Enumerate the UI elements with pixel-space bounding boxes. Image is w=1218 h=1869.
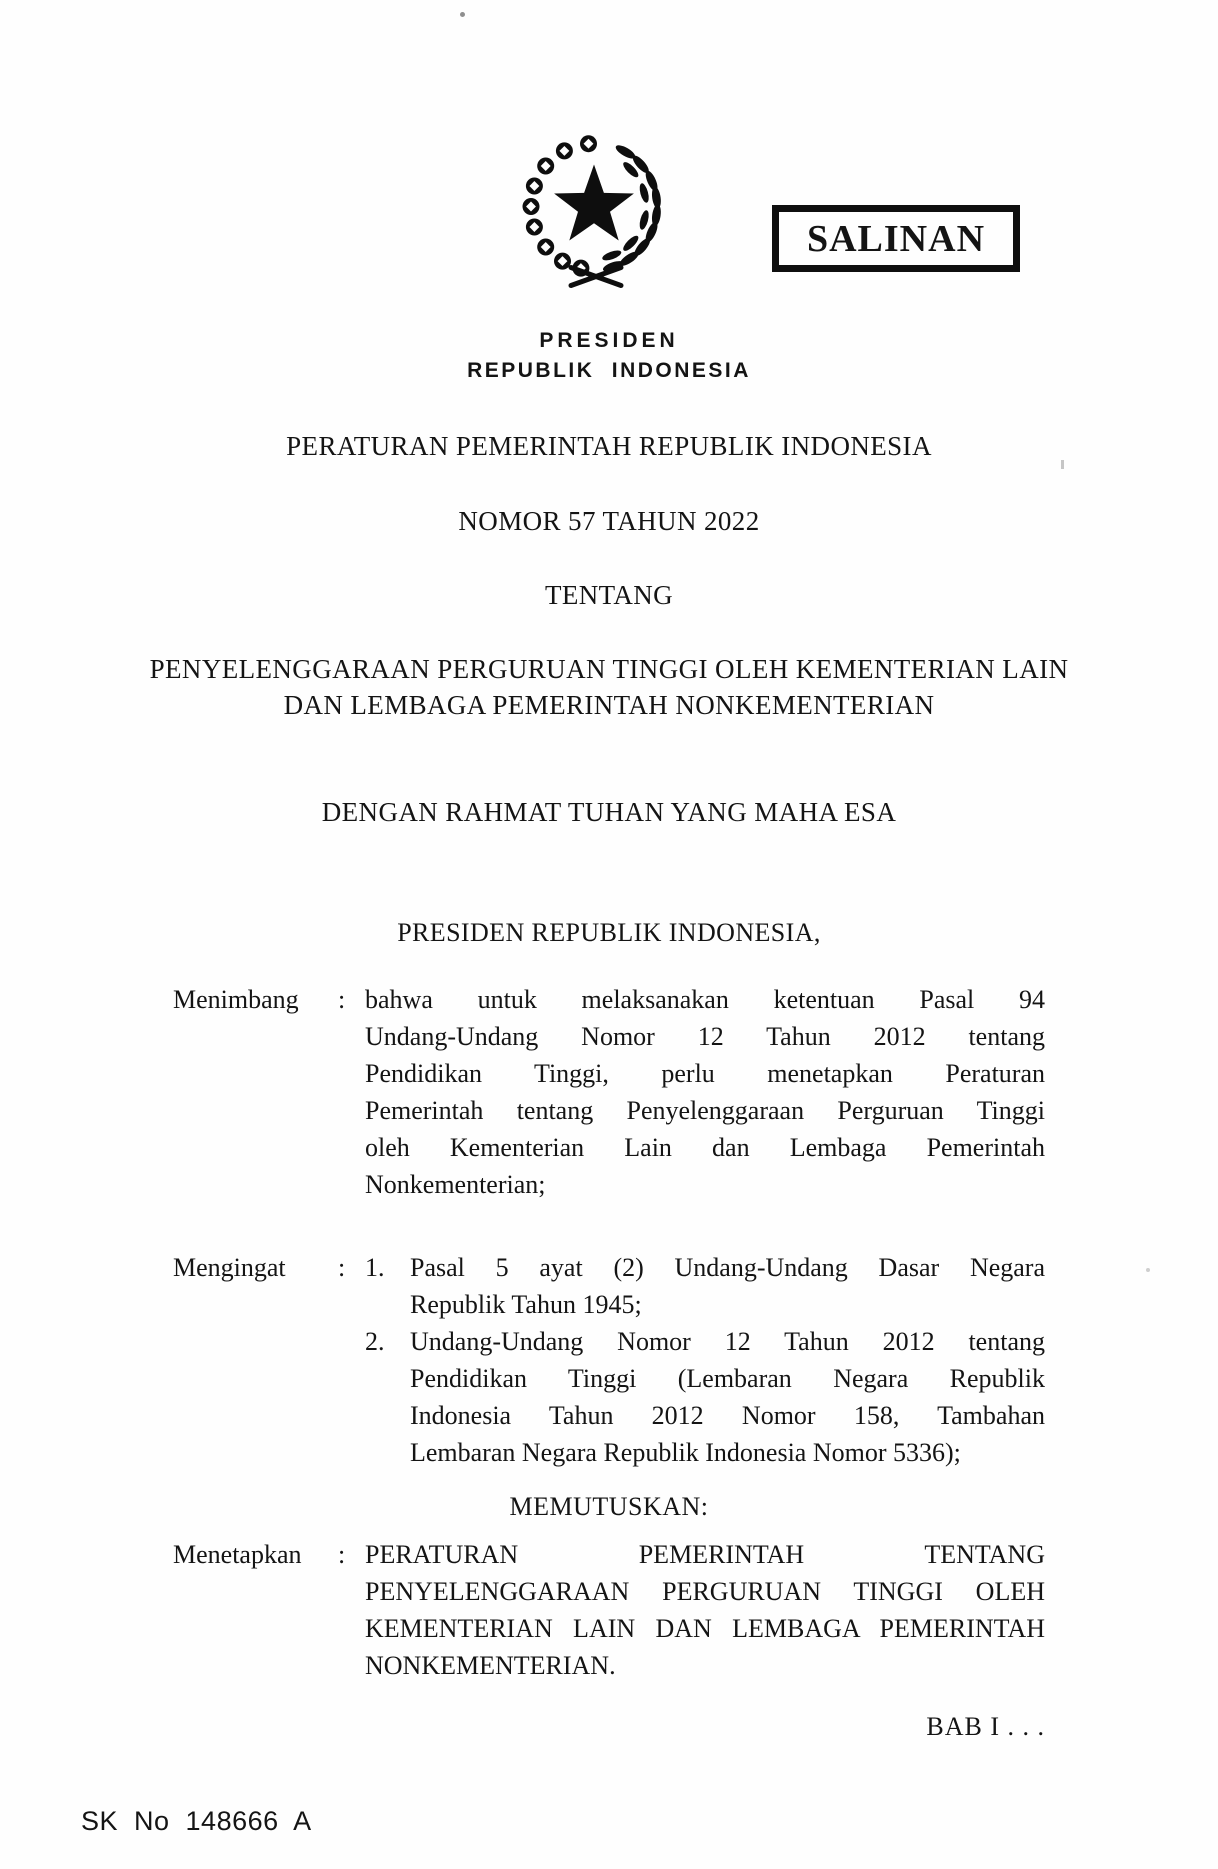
letterhead-republik-indonesia: REPUBLIK INDONESIA xyxy=(467,359,751,382)
menetapkan-line: PENYELENGGARAAN PERGURUAN TINGGI OLEH xyxy=(365,1577,1045,1606)
salinan-stamp xyxy=(772,205,1020,272)
subject-line-2: DAN LEMBAGA PEMERINTAH NONKEMENTERIAN xyxy=(283,690,935,720)
menimbang-line: Pendidikan Tinggi, perlu menetapkan Peraturan xyxy=(365,1059,1045,1088)
menetapkan-label: Menetapkan xyxy=(173,1540,302,1569)
invocation-line: DENGAN RAHMAT TUHAN YANG MAHA ESA xyxy=(321,797,897,827)
scan-artifact-speck xyxy=(1146,1268,1150,1272)
presidential-emblem xyxy=(509,126,679,296)
mengingat-line: Undang-Undang Nomor 12 Tahun 2012 tentang xyxy=(410,1327,1045,1356)
mengingat-clause xyxy=(173,1249,1045,1471)
menetapkan-clause xyxy=(173,1536,1045,1684)
menimbang-line: Undang-Undang Nomor 12 Tahun 2012 tentang xyxy=(365,1022,1045,1051)
continuation-marker: BAB I . . . xyxy=(926,1712,1045,1741)
menimbang-clause xyxy=(173,981,1045,1203)
menimbang-line: bahwa untuk melaksanakan ketentuan Pasal 94 xyxy=(365,985,1045,1014)
menimbang-body xyxy=(365,981,1045,1203)
crossed-stems xyxy=(571,268,621,286)
mengingat-body xyxy=(365,1249,1045,1471)
menetapkan-body xyxy=(365,1536,1045,1684)
mengingat-item-1-number: 1. xyxy=(365,1253,385,1282)
menetapkan-line: NONKEMENTERIAN. xyxy=(365,1651,616,1680)
menetapkan-line: KEMENTERIAN LAIN DAN LEMBAGA PEMERINTAH xyxy=(365,1614,1045,1643)
mengingat-line: Pasal 5 ayat (2) Undang-Undang Dasar Negara xyxy=(410,1253,1045,1282)
star-wreath-icon xyxy=(509,126,679,296)
menimbang-line: oleh Kementerian Lain dan Lembaga Pemerintah xyxy=(365,1133,1045,1162)
mengingat-item-1-text xyxy=(410,1249,1045,1323)
mengingat-line: Pendidikan Tinggi (Lembaran Negara Republik xyxy=(410,1364,1045,1393)
menimbang-colon: : xyxy=(338,985,346,1014)
mengingat-line: Republik Tahun 1945; xyxy=(410,1290,642,1319)
subject-line-1: PENYELENGGARAAN PERGURUAN TINGGI OLEH KEMENTERIAN LAIN xyxy=(149,654,1069,684)
mengingat-item-2 xyxy=(365,1323,1045,1471)
star-icon xyxy=(554,165,634,241)
tentang-heading: TENTANG xyxy=(544,580,674,610)
memutuskan-heading: MEMUTUSKAN: xyxy=(509,1492,709,1521)
mengingat-line: Indonesia Tahun 2012 Nomor 158, Tambahan xyxy=(410,1401,1045,1430)
mengingat-item-1 xyxy=(365,1249,1045,1323)
menimbang-line: Nonkementerian; xyxy=(365,1170,546,1199)
mengingat-line: Lembaran Negara Republik Indonesia Nomor 5336); xyxy=(410,1438,961,1467)
regulation-title: PERATURAN PEMERINTAH REPUBLIK INDONESIA xyxy=(286,431,932,461)
mengingat-item-2-text xyxy=(410,1323,1045,1471)
menetapkan-colon: : xyxy=(338,1540,346,1569)
mengingat-label: Mengingat xyxy=(173,1253,286,1282)
letterhead xyxy=(0,329,1218,383)
authority-line: PRESIDEN REPUBLIK INDONESIA, xyxy=(397,918,821,947)
mengingat-item-2-number: 2. xyxy=(365,1327,385,1356)
sk-control-number: SK No 148666 A xyxy=(81,1806,312,1836)
menimbang-line: Pemerintah tentang Penyelenggaraan Perguruan Tinggi xyxy=(365,1096,1045,1125)
menimbang-label: Menimbang xyxy=(173,985,299,1014)
regulation-number: NOMOR 57 TAHUN 2022 xyxy=(458,506,760,536)
letterhead-presiden: PRESIDEN xyxy=(539,329,679,352)
salinan-stamp-label: SALINAN xyxy=(806,217,986,260)
menetapkan-line: PERATURAN PEMERINTAH TENTANG xyxy=(365,1540,1045,1569)
scan-artifact-dot xyxy=(460,12,465,17)
mengingat-colon: : xyxy=(338,1253,346,1282)
